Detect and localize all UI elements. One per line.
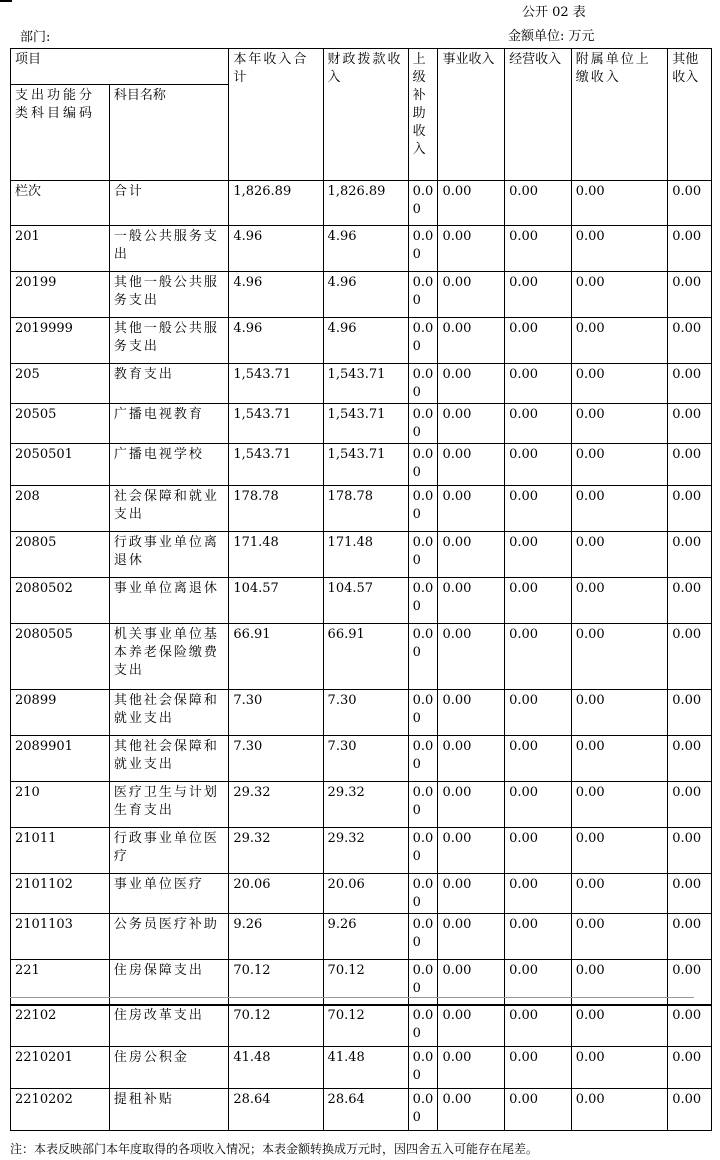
header-fiscal: 财政拨款收入 xyxy=(323,49,408,181)
cell-total: 70.12 xyxy=(229,1005,323,1047)
table-row xyxy=(11,486,712,532)
cell-other: 0.00 xyxy=(668,1089,712,1131)
cell-name: 机关事业单位基本养老保险缴费支出 xyxy=(109,624,229,690)
cell-fushu: 0.00 xyxy=(571,404,668,444)
cell-fushu: 0.00 xyxy=(571,444,668,486)
table-row xyxy=(11,578,712,624)
cell-other: 0.00 xyxy=(668,828,712,874)
cell-total: 9.26 xyxy=(229,914,323,960)
cell-code: 2080505 xyxy=(11,624,110,690)
cell-fiscal: 178.78 xyxy=(323,486,408,532)
cell-total: 1,543.71 xyxy=(229,404,323,444)
corner-mark xyxy=(0,0,12,2)
cell-shiye: 0.00 xyxy=(438,874,505,914)
cell-upper: 0.00 xyxy=(408,226,438,272)
cell-code: 栏次 xyxy=(11,181,110,226)
table-row xyxy=(11,1089,712,1131)
cell-other: 0.00 xyxy=(668,960,712,1006)
cell-total: 4.96 xyxy=(229,318,323,364)
cell-name: 行政事业单位离退休 xyxy=(109,532,229,578)
cell-shiye: 0.00 xyxy=(438,364,505,404)
cell-other: 0.00 xyxy=(668,624,712,690)
cell-code: 208 xyxy=(11,486,110,532)
cell-total: 4.96 xyxy=(229,226,323,272)
cell-fiscal: 28.64 xyxy=(323,1089,408,1131)
cell-code: 21011 xyxy=(11,828,110,874)
cell-total: 171.48 xyxy=(229,532,323,578)
cell-code: 2080502 xyxy=(11,578,110,624)
cell-code: 2101103 xyxy=(11,914,110,960)
cell-upper: 0.00 xyxy=(408,624,438,690)
cell-fushu: 0.00 xyxy=(571,486,668,532)
table-row xyxy=(11,404,712,444)
cell-name: 合计 xyxy=(109,181,229,226)
header-jingying: 经营收入 xyxy=(505,49,572,181)
cell-other: 0.00 xyxy=(668,578,712,624)
cell-name: 社会保障和就业支出 xyxy=(109,486,229,532)
cell-other: 0.00 xyxy=(668,226,712,272)
cell-fushu: 0.00 xyxy=(571,960,668,1006)
cell-fiscal: 1,543.71 xyxy=(323,444,408,486)
cell-name: 广播电视学校 xyxy=(109,444,229,486)
cell-fiscal: 70.12 xyxy=(323,960,408,1006)
cell-code: 210 xyxy=(11,782,110,828)
cell-other: 0.00 xyxy=(668,736,712,782)
cell-name: 其他社会保障和就业支出 xyxy=(109,736,229,782)
cell-jingying: 0.00 xyxy=(505,226,572,272)
cell-fiscal: 66.91 xyxy=(323,624,408,690)
cell-shiye: 0.00 xyxy=(438,1047,505,1089)
cell-total: 29.32 xyxy=(229,828,323,874)
cell-other: 0.00 xyxy=(668,318,712,364)
table-row xyxy=(11,736,712,782)
cell-name: 提租补贴 xyxy=(109,1089,229,1131)
cell-upper: 0.00 xyxy=(408,444,438,486)
cell-total: 7.30 xyxy=(229,690,323,736)
table-row xyxy=(11,690,712,736)
cell-shiye: 0.00 xyxy=(438,624,505,690)
cell-fushu: 0.00 xyxy=(571,736,668,782)
cell-name: 其他一般公共服务支出 xyxy=(109,272,229,318)
cell-upper: 0.00 xyxy=(408,914,438,960)
table-body xyxy=(11,181,712,1006)
table-row xyxy=(11,181,712,226)
cell-jingying: 0.00 xyxy=(505,578,572,624)
header-item: 项目 xyxy=(11,49,229,85)
cell-upper: 0.00 xyxy=(408,272,438,318)
cell-code: 2101102 xyxy=(11,874,110,914)
cell-code: 2050501 xyxy=(11,444,110,486)
header-other: 其他收入 xyxy=(668,49,712,181)
table-row xyxy=(11,960,712,1006)
cell-fiscal: 7.30 xyxy=(323,736,408,782)
cell-fushu: 0.00 xyxy=(571,828,668,874)
table-body-continued xyxy=(11,1005,712,1131)
table-row xyxy=(11,364,712,404)
cell-code: 22102 xyxy=(11,1005,110,1047)
cell-other: 0.00 xyxy=(668,444,712,486)
cell-code: 2019999 xyxy=(11,318,110,364)
cell-total: 1,826.89 xyxy=(229,181,323,226)
cell-jingying: 0.00 xyxy=(505,828,572,874)
cell-fiscal: 1,826.89 xyxy=(323,181,408,226)
cell-name: 其他社会保障和就业支出 xyxy=(109,690,229,736)
cell-total: 104.57 xyxy=(229,578,323,624)
cell-total: 41.48 xyxy=(229,1047,323,1089)
form-number: 公开 02 表 xyxy=(522,5,586,20)
cell-jingying: 0.00 xyxy=(505,1089,572,1131)
cell-other: 0.00 xyxy=(668,486,712,532)
cell-total: 20.06 xyxy=(229,874,323,914)
cell-other: 0.00 xyxy=(668,914,712,960)
cell-total: 70.12 xyxy=(229,960,323,1006)
cell-other: 0.00 xyxy=(668,874,712,914)
table-row xyxy=(11,532,712,578)
cell-fushu: 0.00 xyxy=(571,1047,668,1089)
cell-fiscal: 9.26 xyxy=(323,914,408,960)
cell-other: 0.00 xyxy=(668,272,712,318)
cell-name: 行政事业单位医疗 xyxy=(109,828,229,874)
cell-code: 2210201 xyxy=(11,1047,110,1089)
cell-fiscal: 41.48 xyxy=(323,1047,408,1089)
cell-other: 0.00 xyxy=(668,782,712,828)
income-table xyxy=(10,48,712,1006)
table-row xyxy=(11,828,712,874)
cell-fushu: 0.00 xyxy=(571,364,668,404)
cell-upper: 0.00 xyxy=(408,318,438,364)
cell-code: 20505 xyxy=(11,404,110,444)
cell-upper: 0.00 xyxy=(408,364,438,404)
cell-fushu: 0.00 xyxy=(571,874,668,914)
cell-fushu: 0.00 xyxy=(571,318,668,364)
table-row xyxy=(11,272,712,318)
table-row xyxy=(11,1005,712,1047)
cell-upper: 0.00 xyxy=(408,532,438,578)
header-total: 本年收入合计 xyxy=(229,49,323,181)
cell-code: 20199 xyxy=(11,272,110,318)
cell-fushu: 0.00 xyxy=(571,532,668,578)
table-row xyxy=(11,226,712,272)
amount-unit-label: 金额单位: 万元 xyxy=(508,29,595,44)
cell-code: 2089901 xyxy=(11,736,110,782)
cell-shiye: 0.00 xyxy=(438,1005,505,1047)
cell-total: 1,543.71 xyxy=(229,444,323,486)
cell-shiye: 0.00 xyxy=(438,272,505,318)
cell-total: 1,543.71 xyxy=(229,364,323,404)
cell-code: 201 xyxy=(11,226,110,272)
cell-shiye: 0.00 xyxy=(438,532,505,578)
cell-name: 公务员医疗补助 xyxy=(109,914,229,960)
cell-fushu: 0.00 xyxy=(571,782,668,828)
cell-fiscal: 4.96 xyxy=(323,226,408,272)
cell-upper: 0.00 xyxy=(408,486,438,532)
cell-jingying: 0.00 xyxy=(505,736,572,782)
cell-code: 205 xyxy=(11,364,110,404)
cell-jingying: 0.00 xyxy=(505,1005,572,1047)
cell-total: 4.96 xyxy=(229,272,323,318)
cell-upper: 0.00 xyxy=(408,181,438,226)
cell-upper: 0.00 xyxy=(408,1047,438,1089)
cell-jingying: 0.00 xyxy=(505,181,572,226)
cell-upper: 0.00 xyxy=(408,828,438,874)
cell-other: 0.00 xyxy=(668,690,712,736)
cell-fushu: 0.00 xyxy=(571,914,668,960)
cell-jingying: 0.00 xyxy=(505,960,572,1006)
header-name: 科目名称 xyxy=(109,85,229,181)
cell-fiscal: 7.30 xyxy=(323,690,408,736)
table-row xyxy=(11,1047,712,1089)
cell-jingying: 0.00 xyxy=(505,532,572,578)
table-row xyxy=(11,782,712,828)
cell-total: 178.78 xyxy=(229,486,323,532)
cell-fiscal: 171.48 xyxy=(323,532,408,578)
cell-total: 28.64 xyxy=(229,1089,323,1131)
cell-fiscal: 104.57 xyxy=(323,578,408,624)
cell-name: 事业单位离退休 xyxy=(109,578,229,624)
cell-upper: 0.00 xyxy=(408,736,438,782)
cell-shiye: 0.00 xyxy=(438,736,505,782)
cell-fushu: 0.00 xyxy=(571,578,668,624)
cell-total: 66.91 xyxy=(229,624,323,690)
cell-other: 0.00 xyxy=(668,1005,712,1047)
income-table-continued xyxy=(10,1004,712,1131)
cell-shiye: 0.00 xyxy=(438,318,505,364)
cell-fushu: 0.00 xyxy=(571,1089,668,1131)
cell-code: 20805 xyxy=(11,532,110,578)
cell-jingying: 0.00 xyxy=(505,486,572,532)
cell-name: 住房改革支出 xyxy=(109,1005,229,1047)
cell-fushu: 0.00 xyxy=(571,690,668,736)
cell-fushu: 0.00 xyxy=(571,624,668,690)
table-row xyxy=(11,914,712,960)
cell-jingying: 0.00 xyxy=(505,690,572,736)
cell-shiye: 0.00 xyxy=(438,1089,505,1131)
cell-total: 7.30 xyxy=(229,736,323,782)
cell-shiye: 0.00 xyxy=(438,578,505,624)
cell-upper: 0.00 xyxy=(408,960,438,1006)
cell-name: 其他一般公共服务支出 xyxy=(109,318,229,364)
table-row xyxy=(11,444,712,486)
header-fushu: 附属单位上缴收入 xyxy=(571,49,668,181)
cell-jingying: 0.00 xyxy=(505,782,572,828)
cell-shiye: 0.00 xyxy=(438,181,505,226)
cell-upper: 0.00 xyxy=(408,874,438,914)
cell-other: 0.00 xyxy=(668,1047,712,1089)
cell-jingying: 0.00 xyxy=(505,364,572,404)
cell-jingying: 0.00 xyxy=(505,318,572,364)
cell-shiye: 0.00 xyxy=(438,960,505,1006)
cell-shiye: 0.00 xyxy=(438,782,505,828)
cell-name: 住房保障支出 xyxy=(109,960,229,1006)
cell-shiye: 0.00 xyxy=(438,404,505,444)
cell-name: 广播电视教育 xyxy=(109,404,229,444)
cell-upper: 0.00 xyxy=(408,1089,438,1131)
cell-jingying: 0.00 xyxy=(505,1047,572,1089)
table-row xyxy=(11,318,712,364)
table-row xyxy=(11,624,712,690)
header-shiye: 事业收入 xyxy=(438,49,505,181)
cell-name: 一般公共服务支出 xyxy=(109,226,229,272)
cell-other: 0.00 xyxy=(668,181,712,226)
page-break xyxy=(10,997,694,998)
footer-note: 注：本表反映部门本年度取得的各项收入情况；本表金额转换成万元时，因四舍五入可能存在尾差。 xyxy=(10,1142,539,1156)
cell-code: 221 xyxy=(11,960,110,1006)
cell-jingying: 0.00 xyxy=(505,272,572,318)
cell-other: 0.00 xyxy=(668,364,712,404)
cell-fushu: 0.00 xyxy=(571,1005,668,1047)
department-label: 部门: xyxy=(20,30,51,45)
cell-code: 20899 xyxy=(11,690,110,736)
cell-name: 住房公积金 xyxy=(109,1047,229,1089)
table-row xyxy=(11,874,712,914)
cell-fushu: 0.00 xyxy=(571,226,668,272)
cell-fushu: 0.00 xyxy=(571,181,668,226)
cell-fiscal: 1,543.71 xyxy=(323,404,408,444)
cell-fiscal: 29.32 xyxy=(323,782,408,828)
cell-fiscal: 70.12 xyxy=(323,1005,408,1047)
cell-shiye: 0.00 xyxy=(438,444,505,486)
cell-shiye: 0.00 xyxy=(438,226,505,272)
cell-shiye: 0.00 xyxy=(438,690,505,736)
cell-shiye: 0.00 xyxy=(438,828,505,874)
cell-code: 2210202 xyxy=(11,1089,110,1131)
cell-jingying: 0.00 xyxy=(505,874,572,914)
header-upper: 上级补助收入 xyxy=(408,49,438,181)
cell-other: 0.00 xyxy=(668,532,712,578)
cell-total: 29.32 xyxy=(229,782,323,828)
cell-jingying: 0.00 xyxy=(505,914,572,960)
cell-fiscal: 4.96 xyxy=(323,318,408,364)
cell-fiscal: 4.96 xyxy=(323,272,408,318)
cell-upper: 0.00 xyxy=(408,404,438,444)
cell-upper: 0.00 xyxy=(408,1005,438,1047)
cell-shiye: 0.00 xyxy=(438,914,505,960)
cell-upper: 0.00 xyxy=(408,578,438,624)
header-code: 支出功能分类科目编码 xyxy=(11,85,110,181)
cell-fushu: 0.00 xyxy=(571,272,668,318)
cell-other: 0.00 xyxy=(668,404,712,444)
cell-upper: 0.00 xyxy=(408,782,438,828)
cell-jingying: 0.00 xyxy=(505,444,572,486)
cell-fiscal: 29.32 xyxy=(323,828,408,874)
cell-name: 事业单位医疗 xyxy=(109,874,229,914)
cell-name: 教育支出 xyxy=(109,364,229,404)
cell-shiye: 0.00 xyxy=(438,486,505,532)
cell-name: 医疗卫生与计划生育支出 xyxy=(109,782,229,828)
cell-jingying: 0.00 xyxy=(505,404,572,444)
cell-upper: 0.00 xyxy=(408,690,438,736)
cell-fiscal: 20.06 xyxy=(323,874,408,914)
cell-fiscal: 1,543.71 xyxy=(323,364,408,404)
cell-jingying: 0.00 xyxy=(505,624,572,690)
